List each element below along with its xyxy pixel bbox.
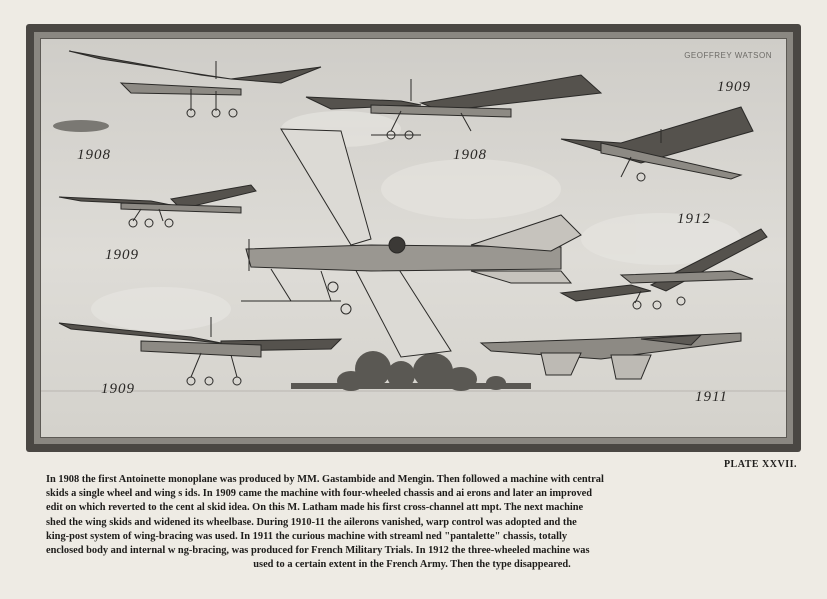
aircraft-1909-a	[561, 107, 753, 181]
aircraft-central-large	[241, 129, 581, 357]
distant-trees	[53, 120, 109, 132]
artist-signature: GEOFFREY WATSON	[684, 51, 772, 60]
tree-cluster	[291, 351, 531, 391]
caption-line: skids a single wheel and wing s ids. In 1909 came the machine with four-wheeled chassis and ai erons and later an improved	[46, 488, 593, 500]
year-label: 1908	[77, 147, 111, 163]
caption-line: In 1908 the first Antoinette monoplane was produced by MM. Gastambide and Mengin. Then followed a machine with central	[46, 474, 604, 485]
caption-line: edit on which reverted to the cent al skid idea. On this M. Latham made his first cross-channel att mpt. The next machine	[46, 502, 584, 514]
year-label: 1912	[677, 211, 711, 227]
caption-line: king-post system of wing-bracing was used. In 1911 the curious machine with streaml ned "pantalette" chassis, totally	[46, 530, 568, 542]
caption-line: enclosed body and internal w ng-bracing, was produced for French Military Trials. In 1912 the three-wheeled machine was	[46, 545, 590, 557]
plate-caption	[46, 473, 778, 572]
aircraft-1911	[481, 333, 741, 379]
year-label: 1909	[717, 79, 751, 95]
plate-illustration	[40, 38, 787, 438]
aircraft-drawing	[41, 39, 787, 438]
aircraft-1909-b	[59, 185, 256, 227]
year-label: 1908	[453, 147, 487, 163]
caption-line: shed the wing skids and widened its wheelbase. During 1910-11 the ailerons vanished, warp control was adopted and the	[46, 516, 577, 528]
plate-frame-inner	[34, 32, 793, 444]
aircraft-1908-a	[69, 51, 321, 117]
year-label: 1911	[695, 389, 728, 405]
year-label: 1909	[105, 247, 139, 263]
caption-line: used to a certain extent in the French Army. Then the type disappeared.	[253, 559, 571, 571]
plate-frame	[26, 24, 801, 452]
year-label: 1909	[101, 381, 135, 397]
plate-number: PLATE XXVII.	[723, 459, 797, 470]
